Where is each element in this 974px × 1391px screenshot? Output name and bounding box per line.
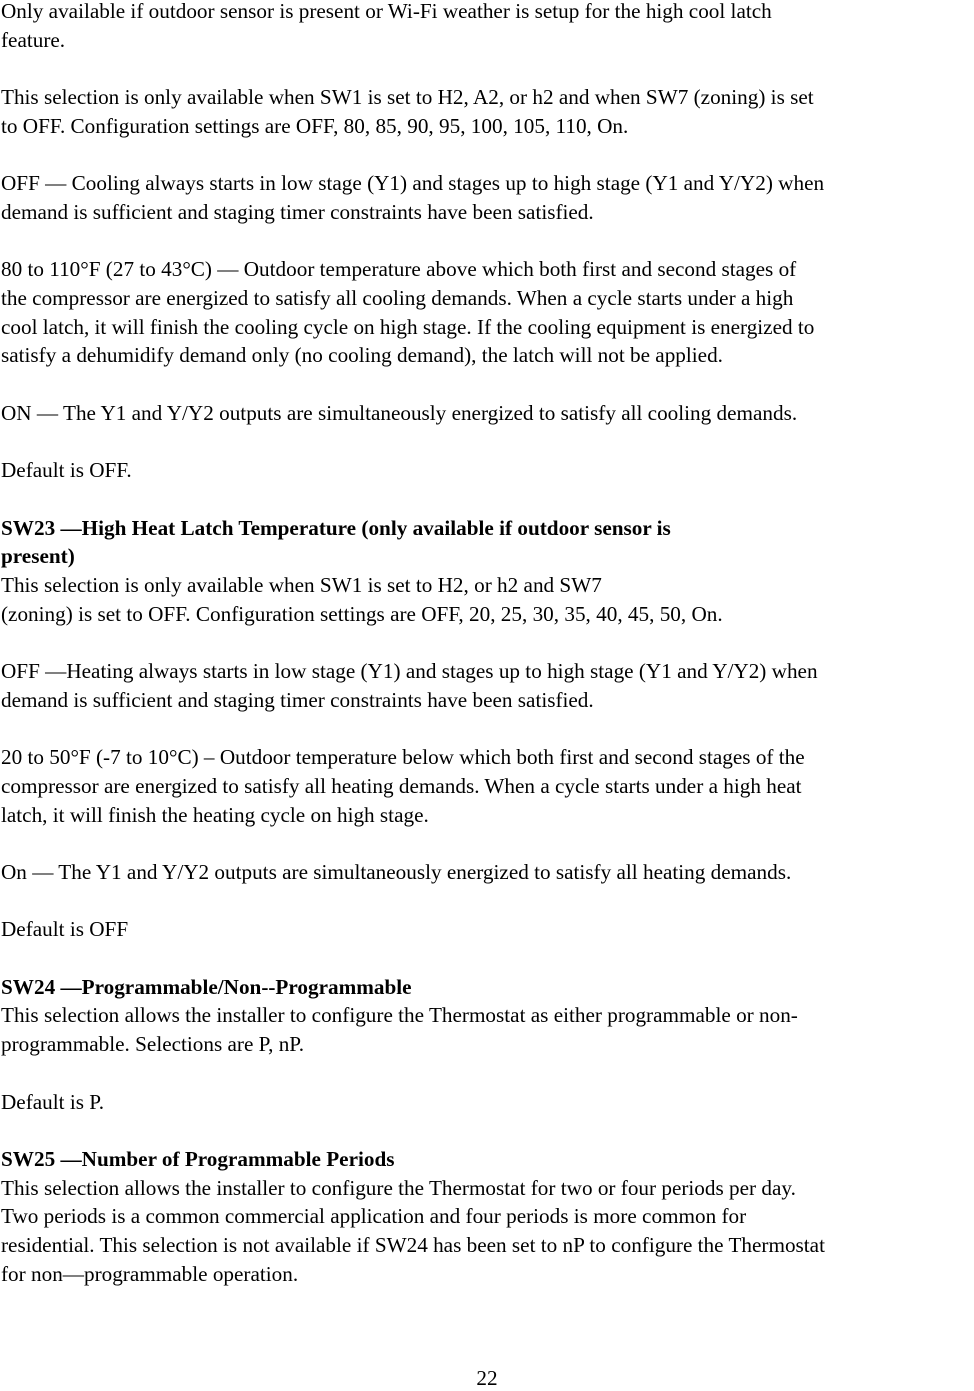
section-heading-sw24: SW24 —Programmable/Non--Programmable xyxy=(1,974,412,999)
section-heading-sw23: present) xyxy=(1,544,75,569)
text-line: On — The Y1 and Y/Y2 outputs are simultaneously energized to satisfy all heating demands. xyxy=(1,859,792,884)
text-line: residential. This selection is not available if SW24 has been set to nP to configure the Thermostat xyxy=(1,1233,825,1258)
text-line: This selection is only available when SW1 is set to H2, or h2 and SW7 xyxy=(1,572,602,597)
section-sw25-header xyxy=(1,1145,973,1289)
paragraph-sw22-on xyxy=(1,399,973,428)
text-line: the compressor are energized to satisfy all cooling demands. When a cycle starts under a high xyxy=(1,285,794,310)
text-line: cool latch, it will finish the cooling cycle on high stage. If the cooling equipment is energized to xyxy=(1,314,815,339)
text-line: satisfy a dehumidify demand only (no cooling demand), the latch will not be applied. xyxy=(1,343,723,368)
document-page xyxy=(1,0,973,1288)
text-line: This selection allows the installer to configure the Thermostat for two or four periods per day. xyxy=(1,1175,796,1200)
paragraph-sw23-off xyxy=(1,657,973,714)
paragraph-sw23-on xyxy=(1,858,973,887)
text-line: demand is sufficient and staging timer constraints have been satisfied. xyxy=(1,687,594,712)
text-line: This selection allows the installer to configure the Thermostat as either programmable or non- xyxy=(1,1003,798,1028)
text-line: to OFF. Configuration settings are OFF, 80, 85, 90, 95, 100, 105, 110, On. xyxy=(1,113,629,138)
text-line: ON — The Y1 and Y/Y2 outputs are simultaneously energized to satisfy all cooling demands. xyxy=(1,400,798,425)
section-sw23-header xyxy=(1,514,973,629)
page-number: 22 xyxy=(476,1366,498,1390)
text-line: feature. xyxy=(1,27,66,52)
text-line: Two periods is a common commercial application and four periods is more common for xyxy=(1,1204,747,1229)
paragraph-sw22-availability xyxy=(1,83,973,140)
section-heading-sw23: SW23 —High Heat Latch Temperature (only available if outdoor sensor is xyxy=(1,515,671,540)
text-line: Default is OFF. xyxy=(1,458,132,483)
section-heading-sw25: SW25 —Number of Programmable Periods xyxy=(1,1146,395,1171)
text-line: Default is P. xyxy=(1,1089,104,1114)
text-line: programmable. Selections are P, nP. xyxy=(1,1032,305,1057)
text-line: OFF — Cooling always starts in low stage (Y1) and stages up to high stage (Y1 and Y/Y2) when xyxy=(1,171,825,196)
text-line: Only available if outdoor sensor is present or Wi-Fi weather is setup for the high cool latch xyxy=(1,0,772,23)
paragraph-sw22-default xyxy=(1,456,973,485)
text-line: latch, it will finish the heating cycle on high stage. xyxy=(1,802,429,827)
paragraph-sw23-range xyxy=(1,743,973,829)
paragraph-sw22-intro xyxy=(1,0,973,54)
paragraph-sw22-range xyxy=(1,255,973,370)
text-line: demand is sufficient and staging timer constraints have been satisfied. xyxy=(1,199,594,224)
text-line: compressor are energized to satisfy all heating demands. When a cycle starts under a high heat xyxy=(1,773,802,798)
text-line: (zoning) is set to OFF. Configuration settings are OFF, 20, 25, 30, 35, 40, 45, 50, On. xyxy=(1,601,723,626)
paragraph-sw23-default xyxy=(1,915,973,944)
text-line: This selection is only available when SW1 is set to H2, A2, or h2 and when SW7 (zoning) is set xyxy=(1,85,814,110)
text-line: 80 to 110°F (27 to 43°C) — Outdoor temperature above which both first and second stages of xyxy=(1,257,797,282)
text-line: OFF —Heating always starts in low stage (Y1) and stages up to high stage (Y1 and Y/Y2) when xyxy=(1,659,818,684)
paragraph-sw24-default xyxy=(1,1088,973,1117)
section-sw24-header xyxy=(1,973,973,1059)
paragraph-sw22-off xyxy=(1,169,973,226)
text-line: for non—programmable operation. xyxy=(1,1261,299,1286)
text-line: 20 to 50°F (-7 to 10°C) – Outdoor temperature below which both first and second stages of the xyxy=(1,745,805,770)
text-line: Default is OFF xyxy=(1,917,129,942)
